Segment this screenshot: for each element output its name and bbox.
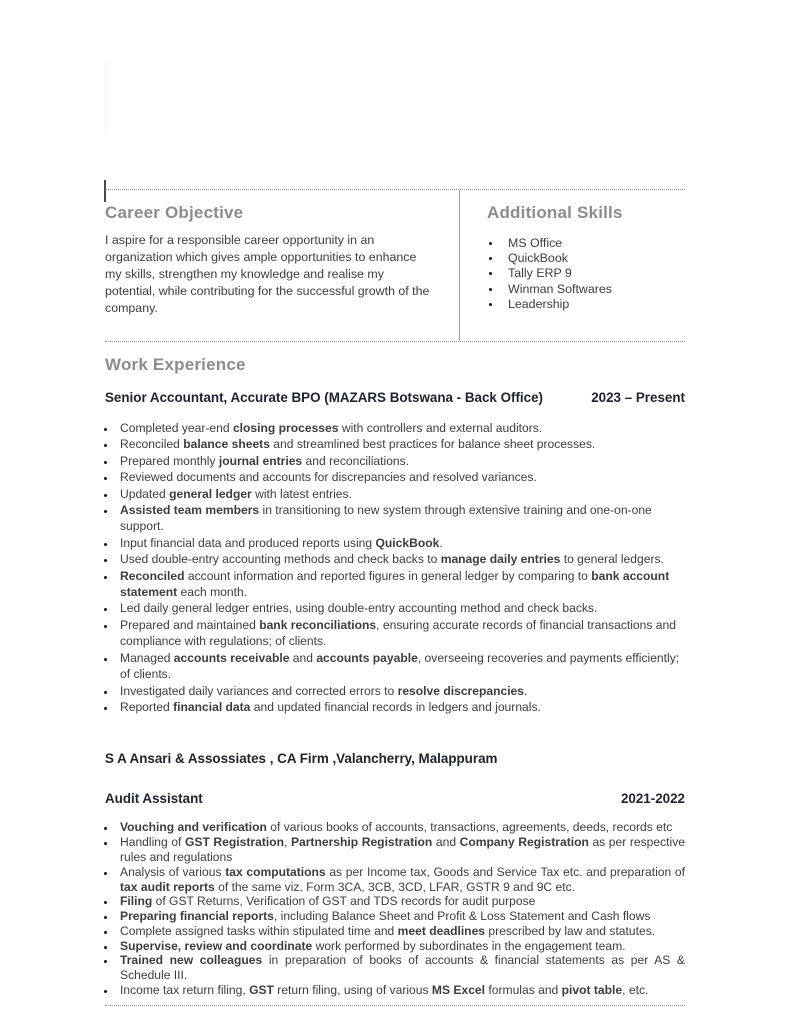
additional-skills-title: Additional Skills	[487, 203, 623, 222]
skill-item: • QuickBook	[502, 251, 685, 266]
bullet-item: • Used double-entry accounting methods and check backs to manage daily entries to general ledgers.	[116, 551, 685, 567]
bullet-item: • Reconciled balance sheets and streamlined best practices for balance sheet processes.	[116, 436, 685, 452]
bullet-item: • Reconciled account information and reported figures in general ledger by comparing to bank account statement each month.	[116, 568, 685, 601]
bullet-item: • Prepared monthly journal entries and reconciliations.	[116, 453, 685, 469]
bullet-item: • Vouching and verification of various books of accounts, transactions, agreements, deeds, records etc	[116, 820, 685, 835]
job1-heading-row	[105, 390, 685, 406]
bullet-item: • Analysis of various tax computations as per Income tax, Goods and Service Tax etc. and preparation of tax audit reports of the same viz. Form 3CA, 3CB, 3CD, LFAR, GSTR 9 and 9C etc.	[116, 865, 685, 895]
bullet-item: • Trained new colleagues in preparation of books of accounts & financial statements as per AS & Schedule III.	[116, 953, 685, 983]
bullet-item: • Prepared and maintained bank reconciliations, ensuring accurate records of financial transactions and compliance with regulations; of clients.	[116, 617, 685, 650]
skill-item: • Leadership	[502, 297, 685, 312]
work-experience-title: Work Experience	[105, 355, 246, 374]
bullet-item: • Handling of GST Registration, Partnership Registration and Company Registration as per respective rules and regulations	[116, 835, 685, 865]
job1-bullet-list	[105, 420, 685, 715]
bullet-item: • Reviewed documents and accounts for discrepancies and resolved variances.	[116, 469, 685, 485]
skill-item: • Winman Softwares	[502, 282, 685, 297]
job1-title: Senior Accountant, Accurate BPO (MAZARS Botswana - Back Office)	[105, 390, 543, 405]
skill-item: • MS Office	[502, 236, 685, 251]
bullet-item: • Filing of GST Returns, Verification of GST and TDS records for audit purpose	[116, 894, 685, 909]
bullet-item: • Reported financial data and updated financial records in ledgers and journals.	[116, 699, 685, 715]
bullet-item: • Supervise, review and coordinate work performed by subordinates in the engagement team.	[116, 939, 685, 954]
job2-company: S A Ansari & Assossiates , CA Firm ,Valancherry, Malappuram	[105, 751, 498, 767]
job1-period: 2023 – Present	[591, 390, 685, 405]
bullet-item: • Preparing financial reports, including Balance Sheet and Profit & Loss Statement and Cash flows	[116, 909, 685, 924]
bullet-item: • Led daily general ledger entries, using double-entry accounting method and check backs.	[116, 600, 685, 616]
job2-bullet-list	[105, 820, 685, 998]
skill-item: • Tally ERP 9	[502, 266, 685, 281]
career-objective-title: Career Objective	[105, 203, 244, 222]
bullet-item: • Complete assigned tasks within stipulated time and meet deadlines prescribed by law and statutes.	[116, 924, 685, 939]
career-objective-text: I aspire for a responsible career opportunity in an organization which gives ample opportunities to enhance my skills, strengthen my knowledge and realise my potential, while contributing for the successful growth of the company.	[105, 233, 430, 315]
job2-title: Audit Assistant	[105, 791, 203, 807]
job2-period: 2021-2022	[620, 791, 685, 807]
top-margin	[105, 0, 685, 189]
additional-skills-section	[460, 190, 685, 341]
bullet-item: • Input financial data and produced reports using QuickBook.	[116, 535, 685, 551]
career-objective-section	[105, 190, 460, 341]
bullet-item: • Investigated daily variances and corrected errors to resolve discrepancies.	[116, 683, 685, 699]
objective-skills-section	[105, 189, 685, 342]
bottom-dotted-rule	[105, 1005, 685, 1006]
job2-heading-row	[105, 791, 685, 807]
bullet-item: • Assisted team members in transitioning to new system through extensive training and one-on-one support.	[116, 502, 685, 535]
bullet-item: • Updated general ledger with latest entries.	[116, 486, 685, 502]
bullet-item: • Income tax return filing, GST return filing, using of various MS Excel formulas and pivot table, etc.	[116, 983, 685, 998]
skills-list	[487, 236, 685, 312]
document-content	[105, 0, 685, 1006]
bullet-item: • Completed year-end closing processes with controllers and external auditors.	[116, 420, 685, 436]
bullet-item: • Managed accounts receivable and accounts payable, overseeing recoveries and payments efficiently; of clients.	[116, 650, 685, 683]
